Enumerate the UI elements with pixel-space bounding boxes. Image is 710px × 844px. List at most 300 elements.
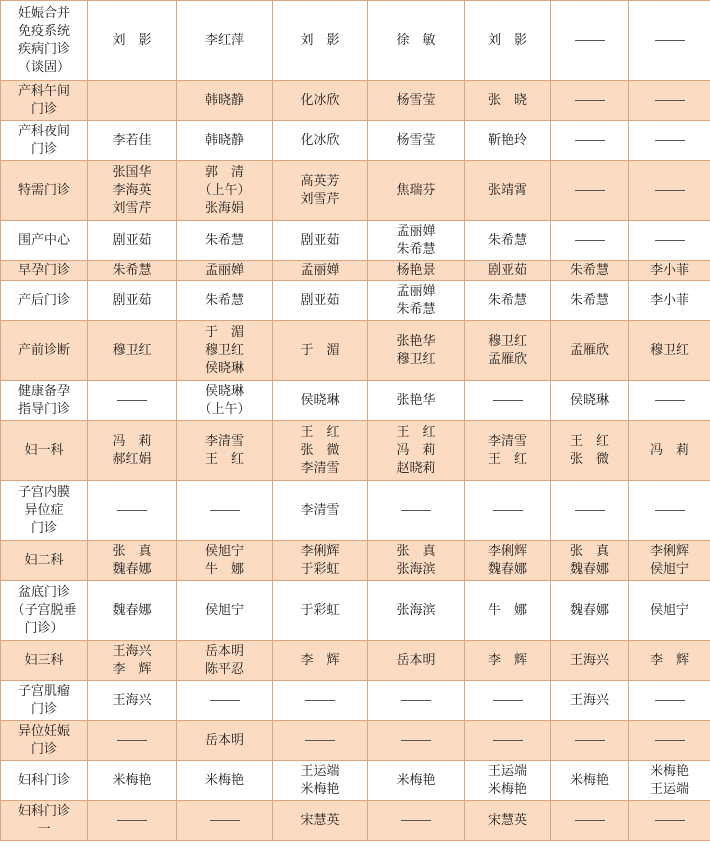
empty-dash bbox=[467, 732, 548, 750]
schedule-cell bbox=[629, 681, 710, 721]
department-label: 门诊 bbox=[30, 741, 57, 757]
doctor-name: 剧亚茹 bbox=[300, 292, 340, 308]
department-label: 子宫内膜 bbox=[17, 484, 70, 500]
empty-dash bbox=[467, 502, 548, 520]
department-label: 异位妊娠 bbox=[17, 723, 70, 739]
doctor-name: 张 真 bbox=[569, 543, 609, 559]
department-cell bbox=[1, 281, 88, 321]
dash-mark bbox=[401, 740, 431, 741]
doctor-name: 张海娟 bbox=[204, 200, 244, 216]
schedule-cell bbox=[368, 261, 465, 281]
doctor-name: 张国华 bbox=[112, 164, 152, 180]
doctor-name: 侯旭宁 bbox=[649, 602, 689, 618]
schedule-cell bbox=[88, 801, 177, 841]
doctor-name: 高英芳 bbox=[300, 173, 340, 189]
schedule-cell bbox=[465, 161, 551, 221]
department-label: 盆底门诊 bbox=[17, 584, 70, 600]
empty-dash bbox=[370, 502, 462, 520]
doctor-name: 李清雪 bbox=[487, 433, 527, 449]
schedule-cell bbox=[88, 261, 177, 281]
schedule-cell bbox=[465, 261, 551, 281]
doctor-name: 李小菲 bbox=[649, 262, 689, 278]
table-row bbox=[1, 81, 710, 121]
schedule-cell bbox=[177, 81, 273, 121]
schedule-cell bbox=[273, 721, 368, 761]
doctor-name: 刘雪芹 bbox=[300, 191, 340, 207]
doctor-name: 剧亚茹 bbox=[300, 232, 340, 248]
schedule-cell bbox=[368, 281, 465, 321]
doctor-name: 李若佳 bbox=[112, 132, 152, 148]
empty-dash bbox=[90, 502, 174, 520]
schedule-cell bbox=[177, 581, 273, 641]
schedule-cell bbox=[273, 261, 368, 281]
doctor-name: 张 微 bbox=[300, 442, 340, 458]
doctor-name: 牛 娜 bbox=[487, 602, 527, 618]
schedule-cell bbox=[551, 421, 629, 481]
schedule-cell bbox=[465, 281, 551, 321]
department-cell bbox=[1, 321, 88, 381]
schedule-cell bbox=[88, 721, 177, 761]
schedule-cell bbox=[88, 121, 177, 161]
empty-dash bbox=[631, 182, 708, 200]
schedule-cell bbox=[368, 761, 465, 801]
dash-mark bbox=[117, 820, 147, 821]
doctor-name: 于 湄 bbox=[204, 324, 244, 340]
doctor-name: 李红萍 bbox=[204, 32, 244, 48]
schedule-cell bbox=[88, 581, 177, 641]
doctor-name: 王 红 bbox=[569, 433, 609, 449]
doctor-name: 韩晓静 bbox=[204, 132, 244, 148]
dash-mark bbox=[575, 510, 605, 511]
dash-mark bbox=[655, 740, 685, 741]
doctor-name: 牛 娜 bbox=[204, 561, 244, 577]
empty-dash bbox=[631, 32, 708, 50]
empty-dash bbox=[553, 92, 626, 110]
table-row bbox=[1, 321, 710, 381]
schedule-cell bbox=[88, 321, 177, 381]
empty-dash bbox=[90, 732, 174, 750]
schedule-cell bbox=[88, 221, 177, 261]
department-label: 指导门诊 bbox=[17, 401, 70, 417]
empty-dash bbox=[631, 692, 708, 710]
empty-dash bbox=[275, 692, 365, 710]
dash-mark bbox=[210, 820, 240, 821]
department-label: 门诊 bbox=[30, 101, 57, 117]
empty-dash bbox=[553, 232, 626, 250]
doctor-name: 剧亚茹 bbox=[487, 262, 527, 278]
dash-mark bbox=[575, 240, 605, 241]
schedule-cell bbox=[177, 541, 273, 581]
doctor-name: 刘雪芹 bbox=[112, 200, 152, 216]
doctor-name: 王 红 bbox=[487, 451, 527, 467]
doctor-name: 穆卫红 bbox=[649, 342, 689, 358]
department-label: 免疫系统 bbox=[17, 23, 70, 39]
schedule-cell bbox=[551, 641, 629, 681]
doctor-name: 李俐辉 bbox=[487, 543, 527, 559]
doctor-name: 米梅艳 bbox=[112, 772, 152, 788]
schedule-cell bbox=[88, 681, 177, 721]
doctor-name: 杨雪莹 bbox=[396, 92, 436, 108]
schedule-cell bbox=[88, 761, 177, 801]
dash-mark bbox=[401, 510, 431, 511]
schedule-cell bbox=[368, 541, 465, 581]
doctor-name: 刘 影 bbox=[300, 32, 340, 48]
schedule-cell bbox=[273, 121, 368, 161]
dash-mark bbox=[575, 140, 605, 141]
schedule-cell bbox=[629, 121, 710, 161]
department-label: 一 bbox=[37, 821, 51, 837]
schedule-cell bbox=[465, 681, 551, 721]
department-label: 产科午间 bbox=[17, 83, 70, 99]
doctor-name: 米梅艳 bbox=[569, 772, 609, 788]
schedule-body bbox=[1, 1, 710, 841]
schedule-cell bbox=[368, 721, 465, 761]
empty-dash bbox=[553, 182, 626, 200]
schedule-cell bbox=[273, 761, 368, 801]
table-row bbox=[1, 281, 710, 321]
schedule-cell bbox=[629, 641, 710, 681]
empty-dash bbox=[370, 812, 462, 830]
doctor-name: 孟雁欣 bbox=[569, 342, 609, 358]
dash-mark bbox=[210, 510, 240, 511]
schedule-cell bbox=[551, 121, 629, 161]
department-cell bbox=[1, 261, 88, 281]
doctor-name: 王运端 bbox=[649, 781, 689, 797]
empty-dash bbox=[631, 232, 708, 250]
doctor-name: 穆卫红 bbox=[204, 342, 244, 358]
doctor-name: 冯 莉 bbox=[396, 442, 436, 458]
doctor-name: 王 红 bbox=[204, 451, 244, 467]
doctor-name: 米梅艳 bbox=[396, 772, 436, 788]
doctor-name: 张海滨 bbox=[396, 561, 436, 577]
doctor-name: 朱希慧 bbox=[204, 292, 244, 308]
schedule-cell bbox=[368, 681, 465, 721]
dash-mark bbox=[575, 820, 605, 821]
table-row bbox=[1, 481, 710, 541]
schedule-cell bbox=[88, 541, 177, 581]
doctor-name: 侯晓琳 bbox=[204, 383, 244, 399]
empty-dash bbox=[179, 502, 270, 520]
doctor-name: 魏春娜 bbox=[569, 561, 609, 577]
schedule-cell bbox=[88, 81, 177, 121]
schedule-cell bbox=[368, 81, 465, 121]
dash-mark bbox=[655, 400, 685, 401]
dash-mark bbox=[575, 40, 605, 41]
dash-mark bbox=[210, 700, 240, 701]
empty-dash bbox=[631, 132, 708, 150]
schedule-cell bbox=[629, 761, 710, 801]
doctor-name: 朱希慧 bbox=[569, 292, 609, 308]
doctor-name: 张靖霄 bbox=[487, 182, 527, 198]
doctor-name: 米梅艳 bbox=[300, 781, 340, 797]
department-label: 围产中心 bbox=[17, 232, 70, 248]
doctor-name: 剧亚茹 bbox=[112, 232, 152, 248]
department-label: 特需门诊 bbox=[17, 182, 70, 198]
empty-dash bbox=[370, 732, 462, 750]
schedule-cell bbox=[551, 761, 629, 801]
schedule-cell bbox=[629, 221, 710, 261]
doctor-name: 王运端 bbox=[300, 763, 340, 779]
schedule-cell bbox=[177, 161, 273, 221]
doctor-name: 岳本明 bbox=[204, 643, 244, 659]
dash-mark bbox=[401, 820, 431, 821]
empty-dash bbox=[467, 392, 548, 410]
schedule-cell bbox=[177, 321, 273, 381]
schedule-cell bbox=[273, 321, 368, 381]
table-row bbox=[1, 121, 710, 161]
department-label: 妇科门诊 bbox=[17, 772, 70, 788]
empty-dash bbox=[553, 132, 626, 150]
schedule-cell bbox=[368, 481, 465, 541]
doctor-name: 魏春娜 bbox=[112, 602, 152, 618]
table-row bbox=[1, 681, 710, 721]
doctor-name: 于 湄 bbox=[300, 342, 340, 358]
table-row bbox=[1, 541, 710, 581]
doctor-name: 朱希慧 bbox=[396, 301, 436, 317]
table-row bbox=[1, 581, 710, 641]
schedule-cell bbox=[465, 761, 551, 801]
dash-mark bbox=[575, 740, 605, 741]
schedule-cell bbox=[177, 421, 273, 481]
doctor-name: 徐 敏 bbox=[396, 32, 436, 48]
doctor-name: 韩晓静 bbox=[204, 92, 244, 108]
dash-mark bbox=[493, 700, 523, 701]
doctor-name: 张 真 bbox=[112, 543, 152, 559]
schedule-cell bbox=[273, 381, 368, 421]
schedule-cell bbox=[273, 801, 368, 841]
doctor-name: 侯旭宁 bbox=[204, 602, 244, 618]
empty-dash bbox=[631, 392, 708, 410]
schedule-cell bbox=[177, 481, 273, 541]
dash-mark bbox=[401, 700, 431, 701]
schedule-cell bbox=[629, 321, 710, 381]
schedule-cell bbox=[273, 641, 368, 681]
dash-mark bbox=[655, 140, 685, 141]
department-label: 产前诊断 bbox=[17, 342, 70, 358]
doctor-name: 刘 影 bbox=[487, 32, 527, 48]
schedule-cell bbox=[465, 121, 551, 161]
schedule-cell bbox=[465, 81, 551, 121]
empty-dash bbox=[370, 692, 462, 710]
doctor-name: 陈平忍 bbox=[204, 661, 244, 677]
dash-mark bbox=[655, 40, 685, 41]
dash-mark bbox=[305, 700, 335, 701]
doctor-name: 王海兴 bbox=[569, 692, 609, 708]
schedule-cell bbox=[551, 481, 629, 541]
department-label: （谈固） bbox=[17, 59, 70, 75]
schedule-cell bbox=[368, 321, 465, 381]
department-label: 健康备孕 bbox=[17, 383, 70, 399]
doctor-name: 李 辉 bbox=[112, 661, 152, 677]
doctor-name: 侯旭宁 bbox=[649, 561, 689, 577]
dash-mark bbox=[655, 190, 685, 191]
doctor-name: 冯 莉 bbox=[649, 442, 689, 458]
doctor-name: 王 红 bbox=[300, 424, 340, 440]
schedule-cell bbox=[551, 581, 629, 641]
schedule-cell bbox=[551, 81, 629, 121]
doctor-name: 于彩虹 bbox=[300, 602, 340, 618]
doctor-name: 李小菲 bbox=[649, 292, 689, 308]
schedule-cell bbox=[551, 221, 629, 261]
doctor-name: 魏春娜 bbox=[112, 561, 152, 577]
dash-mark bbox=[117, 510, 147, 511]
doctor-name: 岳本明 bbox=[396, 652, 436, 668]
department-cell bbox=[1, 221, 88, 261]
empty-dash bbox=[179, 692, 270, 710]
schedule-cell bbox=[629, 481, 710, 541]
schedule-cell bbox=[273, 221, 368, 261]
doctor-name: 李俐辉 bbox=[300, 543, 340, 559]
schedule-cell bbox=[629, 801, 710, 841]
schedule-cell bbox=[273, 421, 368, 481]
department-label: 异位症 bbox=[24, 502, 64, 518]
doctor-name: 孟丽婵 bbox=[396, 223, 436, 239]
empty-dash bbox=[631, 732, 708, 750]
department-cell bbox=[1, 81, 88, 121]
department-cell bbox=[1, 1, 88, 81]
schedule-cell bbox=[551, 801, 629, 841]
doctor-name: 宋慧英 bbox=[487, 812, 527, 828]
schedule-cell bbox=[88, 641, 177, 681]
schedule-cell bbox=[368, 1, 465, 81]
doctor-name: 宋慧英 bbox=[300, 812, 340, 828]
dash-mark bbox=[493, 400, 523, 401]
doctor-name: 张 晓 bbox=[487, 92, 527, 108]
doctor-name: 穆卫红 bbox=[487, 333, 527, 349]
empty-dash bbox=[90, 392, 174, 410]
schedule-cell bbox=[368, 161, 465, 221]
department-label: 疾病门诊 bbox=[17, 41, 70, 57]
schedule-cell bbox=[177, 221, 273, 261]
table-row bbox=[1, 261, 710, 281]
doctor-name: 朱希慧 bbox=[569, 262, 609, 278]
schedule-cell bbox=[177, 381, 273, 421]
doctor-name: 杨雪莹 bbox=[396, 132, 436, 148]
schedule-cell bbox=[551, 321, 629, 381]
schedule-cell bbox=[465, 321, 551, 381]
department-cell bbox=[1, 481, 88, 541]
dash-mark bbox=[655, 510, 685, 511]
schedule-cell bbox=[88, 1, 177, 81]
schedule-cell bbox=[177, 1, 273, 81]
doctor-name: 孟丽婵 bbox=[204, 262, 244, 278]
doctor-name: 王海兴 bbox=[112, 643, 152, 659]
doctor-name: 王海兴 bbox=[112, 692, 152, 708]
doctor-name: 李俐辉 bbox=[649, 543, 689, 559]
department-label: 产后门诊 bbox=[17, 292, 70, 308]
doctor-name: 刘 影 bbox=[112, 32, 152, 48]
department-label: 子宫肌瘤 bbox=[17, 683, 70, 699]
doctor-name: 化冰欣 bbox=[300, 132, 340, 148]
table-row bbox=[1, 641, 710, 681]
doctor-name: 张 真 bbox=[396, 543, 436, 559]
empty-dash bbox=[631, 502, 708, 520]
table-row bbox=[1, 421, 710, 481]
doctor-name: 魏春娜 bbox=[569, 602, 609, 618]
table-row bbox=[1, 381, 710, 421]
schedule-cell bbox=[465, 641, 551, 681]
doctor-name: 冯 莉 bbox=[112, 433, 152, 449]
schedule-cell bbox=[465, 801, 551, 841]
doctor-name: 李清雪 bbox=[300, 502, 340, 518]
department-cell bbox=[1, 541, 88, 581]
department-cell bbox=[1, 801, 88, 841]
doctor-name: 李清雪 bbox=[204, 433, 244, 449]
doctor-name: 米梅艳 bbox=[204, 772, 244, 788]
department-cell bbox=[1, 641, 88, 681]
schedule-cell bbox=[273, 81, 368, 121]
doctor-name: 朱希慧 bbox=[396, 241, 436, 257]
doctor-name: 张 微 bbox=[569, 451, 609, 467]
schedule-cell bbox=[88, 161, 177, 221]
schedule-cell bbox=[368, 221, 465, 261]
empty-dash bbox=[631, 92, 708, 110]
empty-dash bbox=[90, 812, 174, 830]
schedule-cell bbox=[629, 261, 710, 281]
doctor-name: 张艳华 bbox=[396, 333, 436, 349]
department-cell bbox=[1, 161, 88, 221]
schedule-cell bbox=[465, 221, 551, 261]
dash-mark bbox=[493, 740, 523, 741]
empty-dash bbox=[631, 812, 708, 830]
schedule-cell bbox=[465, 481, 551, 541]
schedule-cell bbox=[368, 121, 465, 161]
department-cell bbox=[1, 421, 88, 481]
schedule-cell bbox=[551, 721, 629, 761]
dash-mark bbox=[575, 100, 605, 101]
dash-mark bbox=[655, 700, 685, 701]
dash-mark bbox=[493, 510, 523, 511]
schedule-cell bbox=[629, 541, 710, 581]
doctor-name: 朱希慧 bbox=[112, 262, 152, 278]
schedule-cell bbox=[88, 481, 177, 541]
schedule-cell bbox=[551, 261, 629, 281]
table-row bbox=[1, 801, 710, 841]
doctor-name: 剧亚茹 bbox=[112, 292, 152, 308]
table-row bbox=[1, 761, 710, 801]
empty-dash bbox=[553, 812, 626, 830]
schedule-cell bbox=[465, 541, 551, 581]
schedule-cell bbox=[629, 581, 710, 641]
department-label: 妇一科 bbox=[24, 442, 64, 458]
doctor-name: 米梅艳 bbox=[649, 763, 689, 779]
schedule-cell bbox=[551, 541, 629, 581]
empty-dash bbox=[553, 32, 626, 50]
schedule-cell bbox=[177, 261, 273, 281]
department-cell bbox=[1, 381, 88, 421]
department-label: 妇二科 bbox=[24, 552, 64, 568]
department-cell bbox=[1, 761, 88, 801]
schedule-cell bbox=[629, 1, 710, 81]
schedule-cell bbox=[629, 281, 710, 321]
schedule-cell bbox=[551, 681, 629, 721]
doctor-name: 岳本明 bbox=[204, 732, 244, 748]
schedule-cell bbox=[88, 421, 177, 481]
doctor-name: 孟丽婵 bbox=[396, 283, 436, 299]
doctor-name: 穆卫红 bbox=[112, 342, 152, 358]
doctor-name: 李 辉 bbox=[487, 652, 527, 668]
schedule-cell bbox=[177, 761, 273, 801]
schedule-cell bbox=[629, 721, 710, 761]
department-label: 妇三科 bbox=[24, 652, 64, 668]
table-row bbox=[1, 721, 710, 761]
schedule-cell bbox=[465, 721, 551, 761]
schedule-cell bbox=[88, 381, 177, 421]
schedule-cell bbox=[177, 801, 273, 841]
doctor-name: 张艳华 bbox=[396, 392, 436, 408]
doctor-name: 郭 清 bbox=[204, 164, 244, 180]
doctor-name: 赵晓莉 bbox=[396, 460, 436, 476]
